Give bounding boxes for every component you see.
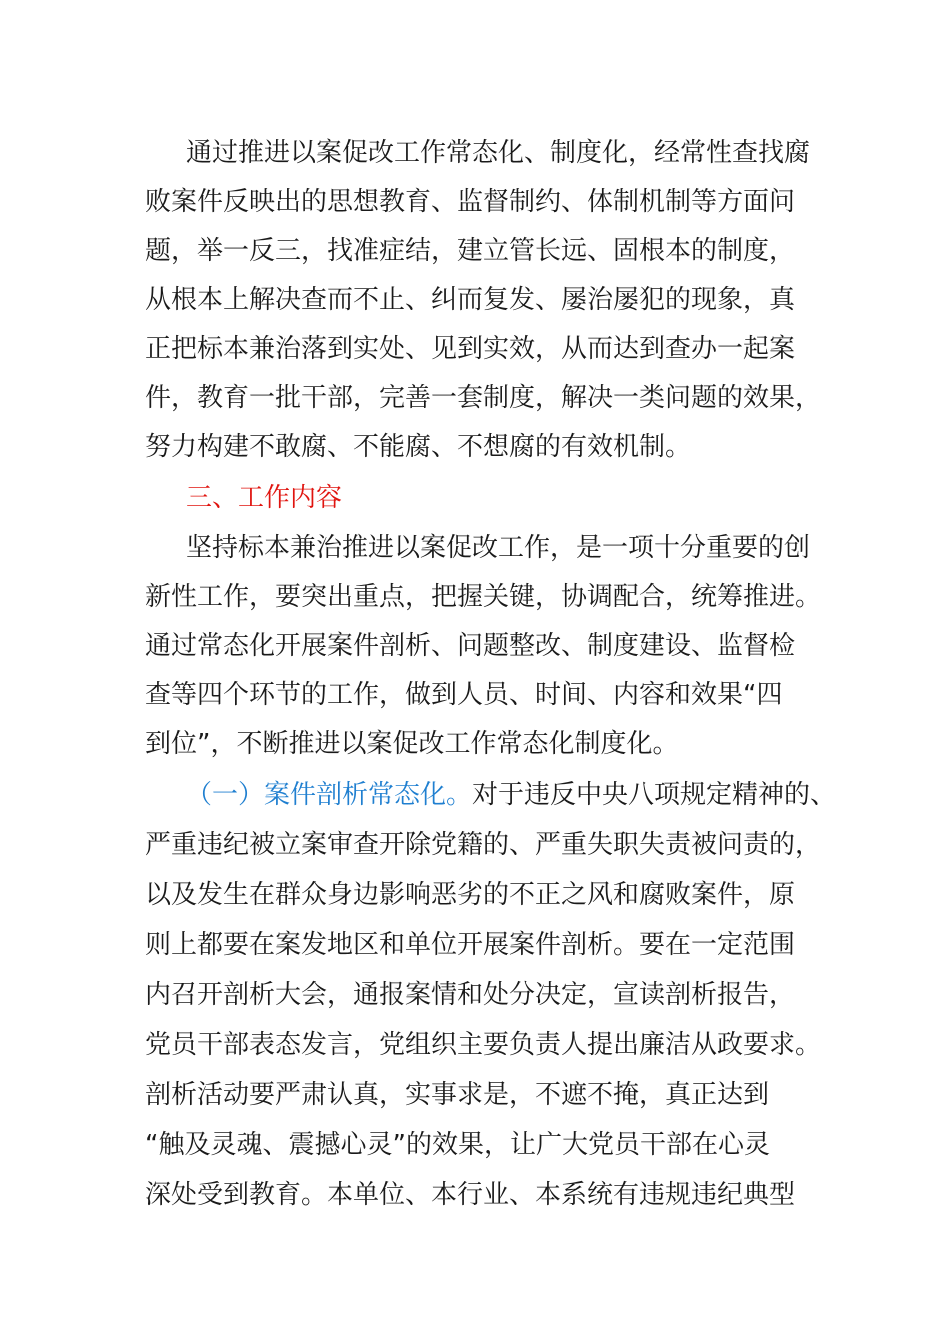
paragraph-2-line-5: 到位”，不断推进以案促改工作常态化制度化。 xyxy=(145,729,679,759)
subsection-line-7: 剖析活动要严肃认真，实事求是，不遮不掩，真正达到 xyxy=(145,1080,770,1110)
subsection-heading: （一）案件剖析常态化。 xyxy=(186,780,473,810)
subsection-line-5: 内召开剖析大会，通报案情和处分决定，宣读剖析报告， xyxy=(145,980,796,1010)
paragraph-1-line-3: 题，举一反三，找准症结，建立管长远、固根本的制度， xyxy=(145,236,796,266)
paragraph-1-line-7: 努力构建不敢腐、不能腐、不想腐的有效机制。 xyxy=(145,432,692,462)
paragraph-1-line-2: 败案件反映出的思想教育、监督制约、体制机制等方面问 xyxy=(145,187,796,217)
paragraph-1-line-4: 从根本上解决查而不止、纠而复发、屡治屡犯的现象，真 xyxy=(145,285,796,315)
subsection-first-line xyxy=(186,770,866,820)
subsection-first-line-text: 对于违反中央八项规定精神的、 xyxy=(472,780,837,810)
subsection-line-4: 则上都要在案发地区和单位开展案件剖析。要在一定范围 xyxy=(145,930,796,960)
paragraph-1-line-6: 件，教育一批干部，完善一套制度，解决一类问题的效果， xyxy=(145,383,822,413)
subsection-line-9: 深处受到教育。本单位、本行业、本系统有违规违纪典型 xyxy=(145,1180,796,1210)
section-heading: 三、工作内容 xyxy=(186,483,343,513)
paragraph-2-line-3: 通过常态化开展案件剖析、问题整改、制度建设、监督检 xyxy=(145,631,796,661)
paragraph-1-line-1: 通过推进以案促改工作常态化、制度化，经常性查找腐 xyxy=(186,138,811,168)
subsection-line-2: 严重违纪被立案审查开除党籍的、严重失职失责被问责的， xyxy=(145,830,822,860)
paragraph-2-line-2: 新性工作，要突出重点，把握关键，协调配合，统筹推进。 xyxy=(145,582,822,612)
subsection-line-6: 党员干部表态发言，党组织主要负责人提出廉洁从政要求。 xyxy=(145,1030,822,1060)
subsection-line-8: “触及灵魂、震撼心灵”的效果，让广大党员干部在心灵 xyxy=(145,1130,770,1160)
paragraph-2-line-4: 查等四个环节的工作，做到人员、时间、内容和效果“四 xyxy=(145,680,783,710)
paragraph-2-line-1: 坚持标本兼治推进以案促改工作，是一项十分重要的创 xyxy=(186,533,811,563)
subsection-line-3: 以及发生在群众身边影响恶劣的不正之风和腐败案件，原 xyxy=(145,880,796,910)
paragraph-1-line-5: 正把标本兼治落到实处、见到实效，从而达到查办一起案 xyxy=(145,334,796,364)
